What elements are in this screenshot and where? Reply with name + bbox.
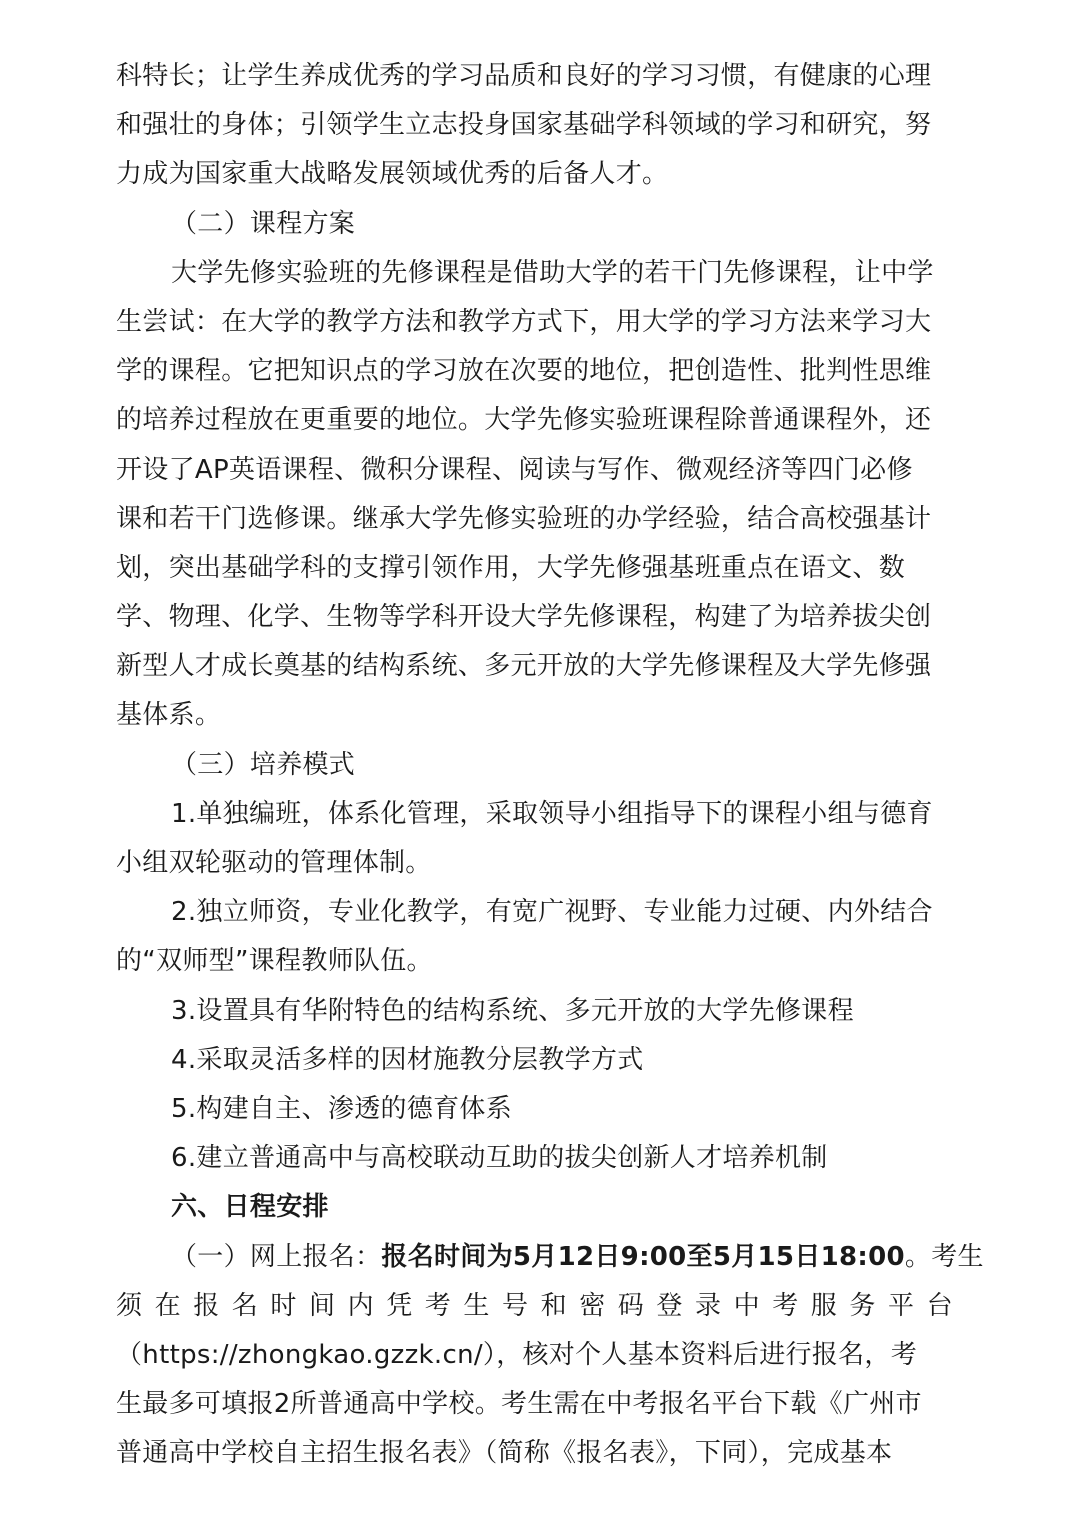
list-item: 2.独立师资，专业化教学，有宽广视野、专业能力过硬、内外结合: [171, 897, 933, 928]
paragraph-line: 科特长；让学生养成优秀的学习品质和良好的学习习惯，有健康的心理: [116, 61, 932, 91]
document-page: [116, 52, 984, 1478]
paragraph-line: 学的课程。它把知识点的学习放在次要的地位，把创造性、批判性思维: [116, 356, 932, 387]
registration-label: （一）网上报名：: [171, 1241, 382, 1272]
list-item: 5.构建自主、渗透的德育体系: [171, 1093, 513, 1124]
section-heading-training-mode: （三）培养模式: [171, 749, 356, 780]
paragraph-line: 须在报名时间内凭考生号和密码登录中考服务平台: [116, 1290, 966, 1321]
paragraph-line: 课和若干门选修课。继承大学先修实验班的办学经验，结合高校强基计: [116, 503, 932, 534]
list-item: 1.单独编班，体系化管理，采取领导小组指导下的课程小组与德育: [171, 798, 933, 829]
paragraph-line: 基体系。: [116, 700, 222, 731]
paragraph-line: 力成为国家重大战略发展领域优秀的后备人才。: [116, 159, 669, 190]
paragraph-line: 大学先修实验班的先修课程是借助大学的若干门先修课程，让中学: [171, 257, 934, 288]
paragraph-line: 划，突出基础学科的支撑引领作用，大学先修强基班重点在语文、数: [116, 552, 906, 583]
paragraph-line: 学、物理、化学、生物等学科开设大学先修课程，构建了为培养拔尖创: [116, 602, 932, 633]
paragraph-line: 普通高中学校自主招生报名表》（简称《报名表》，下同），完成基本: [116, 1438, 893, 1469]
paragraph-line: 新型人才成长奠基的结构系统、多元开放的大学先修课程及大学先修强: [116, 651, 932, 682]
paragraph-line: 生尝试：在大学的教学方法和教学方式下，用大学的学习方法来学习大: [116, 306, 932, 337]
paragraph-line: 和强壮的身体；引领学生立志投身国家基础学科领域的学习和研究，努: [116, 110, 932, 141]
list-item: 4.采取灵活多样的因材施教分层教学方式: [171, 1044, 644, 1075]
registration-suffix: 。考生: [904, 1241, 984, 1272]
paragraph-line: 生最多可填报2所普通高中学校。考生需在中考报名平台下载《广州市: [116, 1389, 922, 1420]
list-item: 6.建立普通高中与高校联动互助的拔尖创新人才培养机制: [171, 1143, 828, 1174]
list-item-continuation: 的“双师型”课程教师队伍。: [116, 946, 433, 977]
list-item-continuation: 小组双轮驱动的管理体制。: [116, 848, 432, 878]
paragraph-line-with-url: （https://zhongkao.gzzk.cn/），核对个人基本资料后进行报名，考: [116, 1339, 918, 1370]
paragraph-line: 开设了AP英语课程、微积分课程、阅读与写作、微观经济等四门必修: [116, 454, 913, 485]
section-heading-curriculum: （二）课程方案: [171, 208, 356, 239]
list-item: 3.设置具有华附特色的结构系统、多元开放的大学先修课程: [171, 995, 854, 1026]
section-heading-schedule: 六、日程安排: [171, 1192, 329, 1223]
registration-line: [116, 1233, 984, 1282]
paragraph-line: 的培养过程放在更重要的地位。大学先修实验班课程除普通课程外，还: [116, 405, 932, 436]
registration-time: 报名时间为5月12日9:00至5月15日18:00: [381, 1241, 905, 1272]
